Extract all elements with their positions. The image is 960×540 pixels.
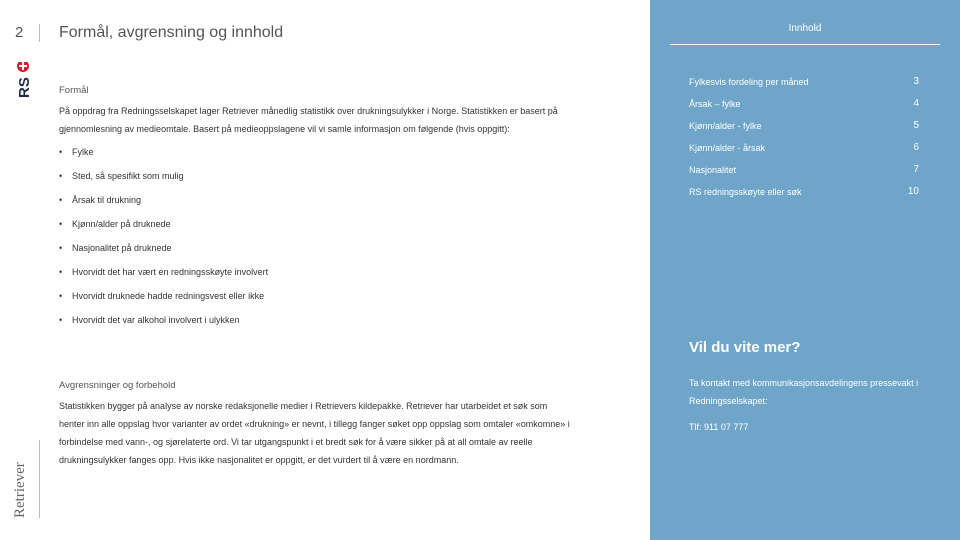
toc-label: Fylkesvis fordeling per måned — [689, 77, 809, 87]
toc-label: Nasjonalitet — [689, 165, 737, 175]
list-item: • Hvorvidt det har vært en redningsskøyte involvert — [59, 267, 269, 277]
limits-heading: Avgrensninger og forbehold — [59, 380, 176, 391]
purpose-heading: Formål — [59, 85, 89, 96]
toc-item[interactable] — [689, 186, 919, 208]
contents-panel — [650, 0, 960, 540]
rs-logo — [12, 62, 34, 104]
list-item: • Årsak til drukning — [59, 195, 142, 205]
bullet: • — [59, 195, 63, 205]
rs-logo-text: RS — [16, 77, 33, 98]
toc-item[interactable] — [689, 142, 919, 164]
toc-page: 6 — [913, 142, 919, 153]
left-rail — [0, 0, 50, 540]
retriever-logo-text: Retriever — [12, 462, 28, 518]
bullet: • — [59, 315, 63, 325]
toc-page: 3 — [913, 76, 919, 87]
list-item: • Fylke — [59, 147, 94, 157]
toc-page: 5 — [913, 120, 919, 131]
purpose-list — [59, 146, 589, 326]
limits-paragraph: Statistikken bygger på analyse av norske redaksjonelle medier i Retrievers kildepakke. Retriever har utarbeidet et søk som henter inn alle oppslag hvor varianter av ordet «drukning» er nevnt, i tillegg fanger søket opp oppslag som omtaler «omkomne» i forbindelse med vann-, og sjørelaterte ord. Vi tar utgangspunkt i et bredt søk for å være sikker på at all omtale av reelle drukningsulykker fanges opp. Hvis ikke nasjonalitet er oppgitt, er det vurdert til å være en nordmann. — [59, 401, 570, 465]
retriever-logo — [7, 455, 31, 520]
bullet: • — [59, 243, 63, 253]
purpose-section — [59, 85, 589, 338]
list-item: • Hvorvidt det var alkohol involvert i ulykken — [59, 315, 240, 325]
limits-section — [59, 380, 574, 469]
toc-label: Kjønn/alder - fylke — [689, 121, 762, 131]
contact-phone: Tlf: 911 07 777 — [689, 422, 749, 432]
table-of-contents — [689, 76, 919, 208]
list-item: • Hvorvidt druknede hadde redningsvest eller ikke — [59, 291, 265, 301]
contact-heading: Vil du vite mer? — [689, 339, 801, 356]
divider — [39, 24, 40, 42]
divider — [39, 440, 40, 518]
toc-page: 7 — [913, 164, 919, 175]
toc-item[interactable] — [689, 120, 919, 142]
toc-page: 4 — [913, 98, 919, 109]
toc-item[interactable] — [689, 98, 919, 120]
bullet: • — [59, 219, 63, 229]
bullet: • — [59, 147, 63, 157]
bullet: • — [59, 267, 63, 277]
contents-title: Innhold — [788, 23, 822, 34]
toc-page: 10 — [907, 186, 919, 197]
page-number: 2 — [15, 24, 24, 41]
page-title: Formål, avgrensning og innhold — [59, 24, 284, 41]
list-item: • Kjønn/alder på druknede — [59, 219, 171, 229]
toc-item[interactable] — [689, 76, 919, 98]
bullet: • — [59, 171, 63, 181]
divider — [670, 44, 940, 45]
contact-text: Ta kontakt med kommunikasjonsavdelingens pressevakt i Redningsselskapet: — [689, 378, 919, 406]
toc-label: Kjønn/alder - årsak — [689, 143, 766, 153]
list-item: • Nasjonalitet på druknede — [59, 243, 172, 253]
toc-label: RS redningsskøyte eller søk — [689, 187, 802, 197]
bullet: • — [59, 291, 63, 301]
toc-label: Årsak – fylke — [689, 99, 741, 109]
list-item: • Sted, så spesifikt som mulig — [59, 171, 184, 181]
toc-item[interactable] — [689, 164, 919, 186]
purpose-paragraph: På oppdrag fra Redningsselskapet lager Retriever månedlig statistikk over drukningsulykker i Norge. Statistikken er basert på gjennomlesning av medieomtale. Basert på medieoppslagene vil vi samle informasjon om følgende (hvis oppgitt): — [59, 106, 558, 134]
